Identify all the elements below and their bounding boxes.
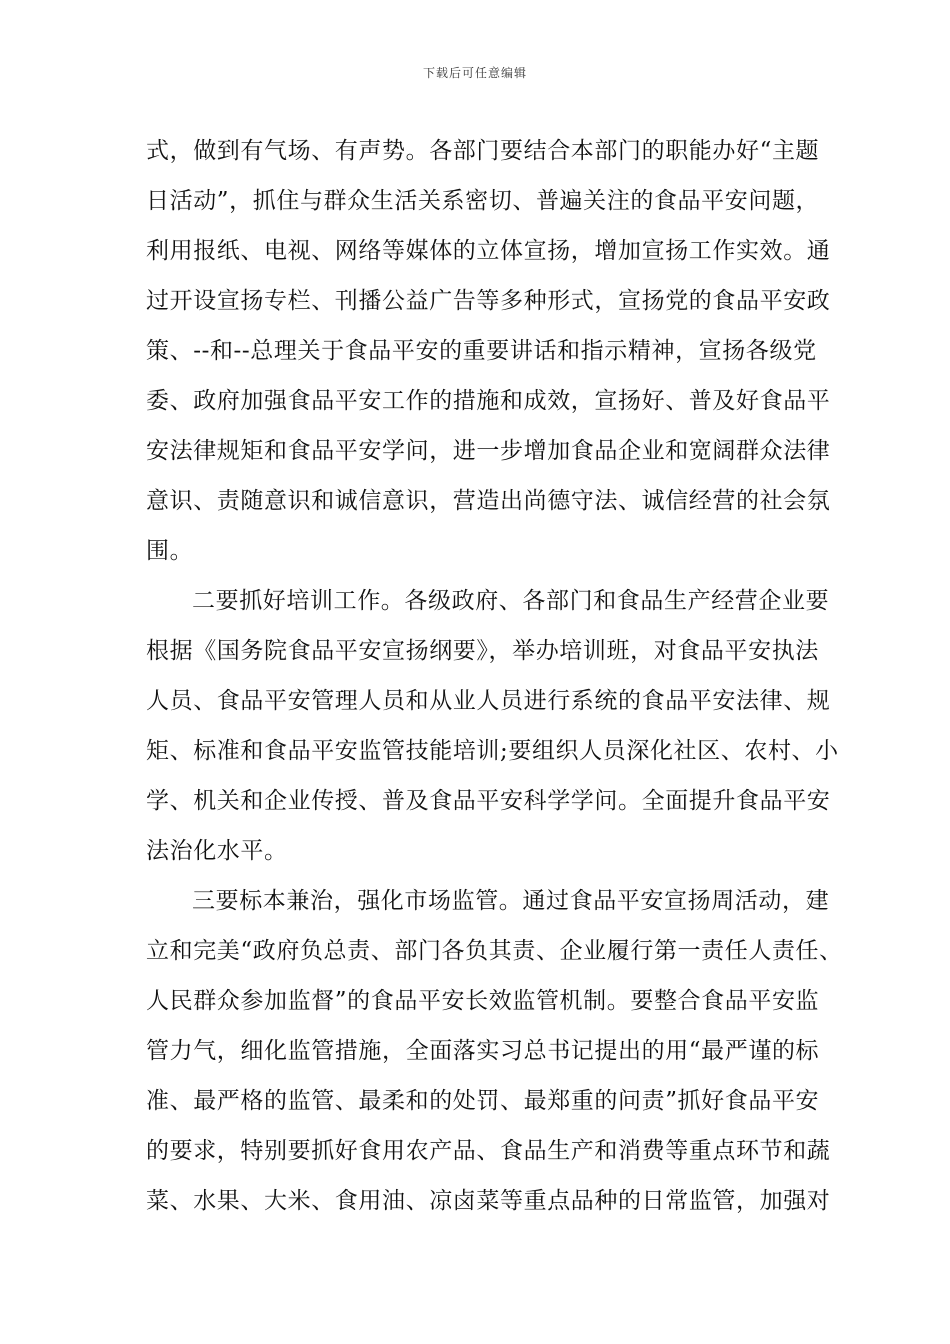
text-line: 安法律规矩和食品平安学问，进一步增加食品企业和宽阔群众法律 <box>146 438 831 464</box>
text-line: 菜、水果、大米、食用油、凉卤菜等重点品种的日常监管，加强对 <box>146 1188 831 1214</box>
text-line: 法治化水平。 <box>146 838 288 864</box>
text-line: 人民群众参加监督”的食品平安长效监管机制。要整合食品平安监 <box>146 988 820 1014</box>
text-line: 过开设宣扬专栏、刊播公益广告等多种形式，宣扬党的食品平安政 <box>146 288 831 314</box>
paragraph-2 <box>146 576 839 876</box>
text-line: 管力气，细化监管措施，全面落实习总书记提出的用“最严谨的标 <box>146 1038 820 1064</box>
text-line: 利用报纸、电视、网络等媒体的立体宣扬，增加宣扬工作实效。通 <box>146 238 831 264</box>
text-line: 立和完美“政府负总责、部门各负其责、企业履行第一责任人责任、 <box>146 938 843 964</box>
text-line: 策、--和--总理关于食品平安的重要讲话和指示精神，宣扬各级党 <box>146 338 817 364</box>
text-line: 根据《国务院食品平安宣扬纲要》，举办培训班，对食品平安执法 <box>146 638 819 664</box>
text-line: 围。 <box>146 538 194 564</box>
text-line: 委、政府加强食品平安工作的措施和成效，宣扬好、普及好食品平 <box>146 388 831 414</box>
text-line: 式，做到有气场、有声势。各部门要结合本部门的职能办好“主题 <box>146 138 820 164</box>
paragraph-3 <box>146 876 843 1226</box>
document-body <box>146 126 843 1226</box>
text-line: 日活动”，抓住与群众生活关系密切、普遍关注的食品平安问题， <box>146 188 820 214</box>
text-line: 学、机关和企业传授、普及食品平安科学学问。全面提升食品平安 <box>146 788 831 814</box>
text-line: 意识、责随意识和诚信意识，营造出尚德守法、诚信经营的社会氛 <box>146 488 831 514</box>
text-line: 三要标本兼治，强化市场监管。通过食品平安宣扬周活动，建 <box>192 888 830 914</box>
page-header: 下载后可任意编辑 <box>422 66 527 80</box>
text-line: 人员、食品平安管理人员和从业人员进行系统的食品平安法律、规 <box>146 688 831 714</box>
text-line: 二要抓好培训工作。各级政府、各部门和食品生产经营企业要 <box>192 588 830 614</box>
text-line: 准、最严格的监管、最柔和的处罚、最郑重的问责”抓好食品平安 <box>146 1088 820 1114</box>
text-line: 的要求，特别要抓好食用农产品、食品生产和消费等重点环节和蔬 <box>146 1138 831 1164</box>
text-line: 矩、标准和食品平安监管技能培训;要组织人员深化社区、农村、小 <box>146 738 839 764</box>
paragraph-1 <box>146 126 831 576</box>
